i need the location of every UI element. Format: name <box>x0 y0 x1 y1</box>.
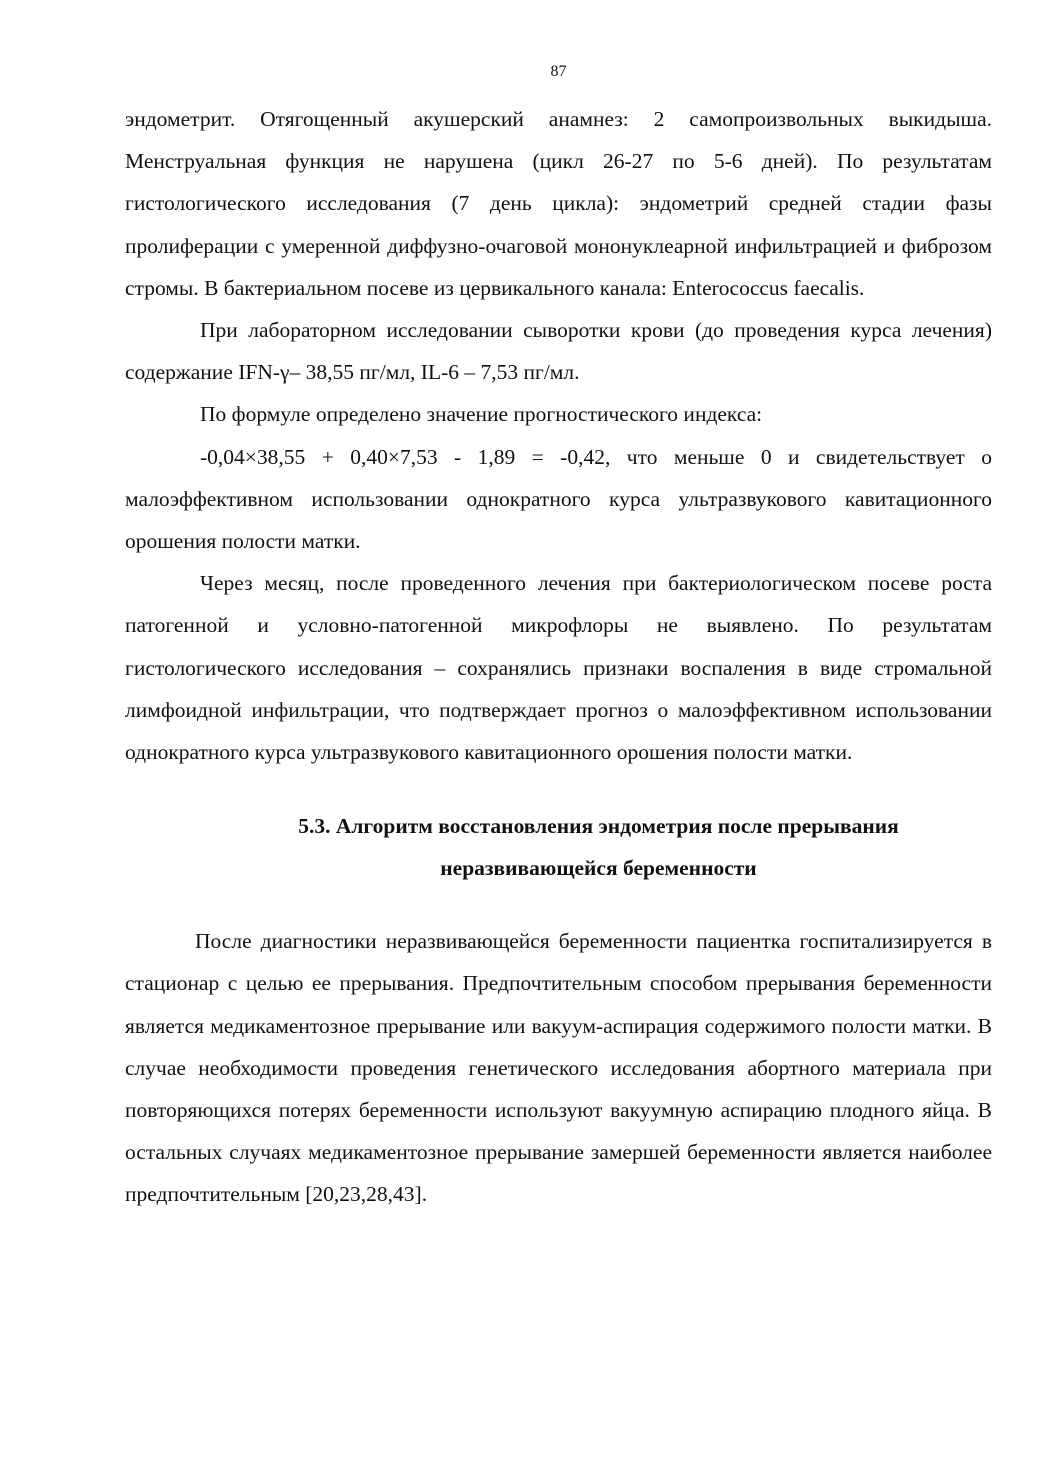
paragraph-case-description: эндометрит. Отягощенный акушерский анамнез: 2 самопроизвольных выкидыша. Менструальная функция не нарушена (цикл 26-27 по 5-6 дней). По результатам гистологического исследования (7 день цикла): эндометрий средней стадии фазы пролиферации с умеренной диффузно-очаговой мононуклеарной инфильтрацией и фиброзом стромы. В бактериальном посеве из цервикального канала: Enterococcus faecalis. <box>125 107 992 300</box>
section-heading-line-2: неразвивающейся беременности <box>440 856 757 881</box>
section-heading <box>125 805 992 889</box>
page-number: 87 <box>550 63 567 80</box>
paragraph-formula-result: -0,04×38,55 + 0,40×7,53 - 1,89 = -0,42, что меньше 0 и свидетельствует о малоэффективном использовании однократного курса ультразвукового кавитационного орошения полости матки. <box>125 444 992 554</box>
paragraph-algorithm: После диагностики неразвивающейся беременности пациентка госпитализируется в стационар с целью ее прерывания. Предпочтительным способом прерывания беременности является медикаментозное прерывание или вакуум-аспирация содержимого полости матки. В случае необходимости проведения генетического исследования абортного материала при повторяющихся потерях беременности используют вакуумную аспирацию плодного яйца. В остальных случаях медикаментозное прерывание замершей беременности является наиболее предпочтительным [20,23,28,43]. <box>125 929 992 1207</box>
paragraph-lab-results: При лабораторном исследовании сыворотки крови (до проведения курса лечения) содержание IFN-γ– 38,55 пг/мл, IL-6 – 7,53 пг/мл. <box>125 318 992 385</box>
document-body <box>125 98 992 1216</box>
paragraph-follow-up: Через месяц, после проведенного лечения при бактериологическом посеве роста патогенной и условно-патогенной микрофлоры не выявлено. По результатам гистологического исследования – сохранялись признаки воспаления в виде стромальной лимфоидной инфильтрации, что подтверждает прогноз о малоэффективном использовании однократного курса ультразвукового кавитационного орошения полости матки. <box>125 571 992 765</box>
section-heading-line-1: 5.3. Алгоритм восстановления эндометрия после прерывания <box>298 814 899 839</box>
paragraph-formula-intro: По формуле определено значение прогностического индекса: <box>200 402 763 427</box>
